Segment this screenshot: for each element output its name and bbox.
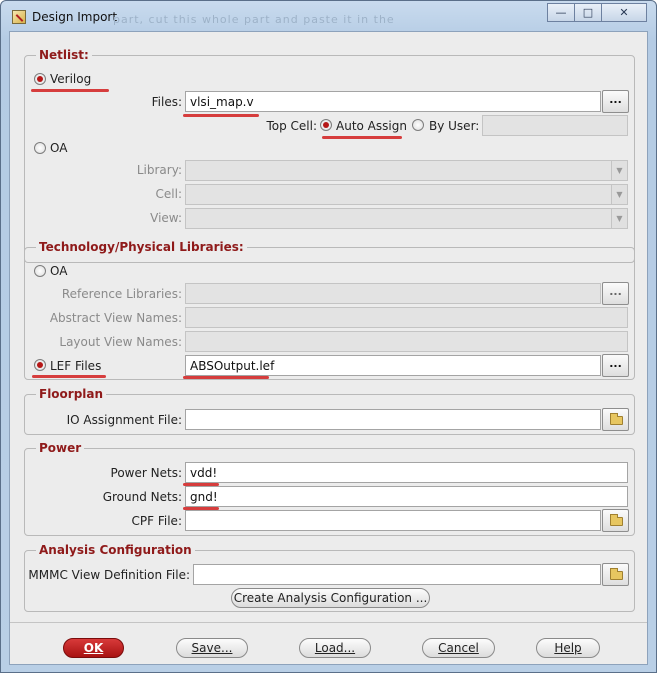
- folder-icon: [610, 571, 623, 580]
- analysis-title: Analysis Configuration: [36, 543, 195, 557]
- cpf-file-field[interactable]: [185, 510, 601, 531]
- load-button-label: Load...: [314, 641, 356, 655]
- annotation-mark: [183, 114, 259, 117]
- help-button[interactable]: [536, 638, 600, 658]
- lef-files-field[interactable]: ABSOutput.lef: [185, 355, 601, 376]
- annotation-mark: [322, 136, 402, 139]
- top-cell-label: Top Cell:: [266, 119, 317, 133]
- tech-oa-label: OA: [50, 264, 68, 278]
- abstract-view-names-field[interactable]: [185, 307, 628, 328]
- cell-label: Cell:: [155, 187, 182, 201]
- files-label: Files:: [151, 95, 182, 109]
- technology-title: Technology/Physical Libraries:: [36, 240, 247, 254]
- floorplan-title: Floorplan: [36, 387, 106, 401]
- title-bar[interactable]: [1, 1, 656, 31]
- power-title: Power: [36, 441, 84, 455]
- auto-assign-label: Auto Assign: [336, 119, 407, 133]
- background-ghost-text: part, cut this whole part and paste it in the: [113, 13, 395, 26]
- ground-nets-label: Ground Nets:: [102, 490, 182, 504]
- chevron-down-icon: ▼: [611, 209, 627, 228]
- by-user-radio[interactable]: [412, 119, 424, 131]
- netlist-frame: [24, 55, 635, 263]
- reference-libraries-field[interactable]: [185, 283, 601, 304]
- cell-select[interactable]: [185, 184, 628, 205]
- ok-button[interactable]: [63, 638, 124, 658]
- by-user-field[interactable]: [482, 115, 628, 136]
- auto-assign-radio[interactable]: [320, 119, 332, 131]
- mmmc-view-definition-label: MMMC View Definition File:: [28, 568, 190, 582]
- close-icon[interactable]: ✕: [601, 3, 647, 22]
- view-select[interactable]: [185, 208, 628, 229]
- library-label: Library:: [136, 163, 182, 177]
- chevron-down-icon: ▼: [611, 185, 627, 204]
- files-field[interactable]: vlsi_map.v: [185, 91, 601, 112]
- io-assignment-field[interactable]: [185, 409, 601, 430]
- annotation-mark: [183, 376, 269, 379]
- annotation-mark: [32, 375, 106, 378]
- maximize-icon[interactable]: □: [574, 3, 602, 22]
- ground-nets-field[interactable]: gnd!: [185, 486, 628, 507]
- library-select[interactable]: [185, 160, 628, 181]
- io-assignment-browse-button[interactable]: [602, 408, 629, 431]
- netlist-oa-label: OA: [50, 141, 68, 155]
- help-button-label: Help: [554, 641, 582, 655]
- load-button[interactable]: [299, 638, 371, 658]
- window-title: Design Import: [32, 10, 118, 24]
- reference-libraries-label: Reference Libraries:: [61, 287, 182, 301]
- divider: [10, 622, 647, 623]
- ok-button-label: OK: [83, 641, 104, 655]
- mmmc-view-definition-field[interactable]: [193, 564, 601, 585]
- save-button-label: Save...: [191, 641, 233, 655]
- power-nets-field[interactable]: vdd!: [185, 462, 628, 483]
- folder-icon: [610, 517, 623, 526]
- lef-files-label: LEF Files: [50, 359, 102, 373]
- annotation-mark: [31, 89, 109, 92]
- save-button[interactable]: [176, 638, 248, 658]
- by-user-label: By User:: [429, 119, 480, 133]
- verilog-radio[interactable]: [34, 73, 46, 85]
- chevron-down-icon: ▼: [611, 161, 627, 180]
- folder-icon: [610, 416, 623, 425]
- layout-view-names-label: Layout View Names:: [59, 335, 182, 349]
- io-assignment-label: IO Assignment File:: [66, 413, 182, 427]
- lef-files-radio[interactable]: [34, 359, 46, 371]
- cancel-button-label: Cancel: [438, 641, 479, 655]
- power-nets-label: Power Nets:: [110, 466, 182, 480]
- cancel-button[interactable]: [422, 638, 495, 658]
- create-analysis-configuration-button[interactable]: Create Analysis Configuration ...: [231, 588, 430, 608]
- tech-oa-radio[interactable]: [34, 265, 46, 277]
- abstract-view-names-label: Abstract View Names:: [49, 311, 182, 325]
- app-icon: [12, 10, 26, 24]
- lef-files-browse-button[interactable]: ...: [602, 354, 629, 377]
- mmmc-browse-button[interactable]: [602, 563, 629, 586]
- dialog-body: [9, 31, 648, 665]
- layout-view-names-field[interactable]: [185, 331, 628, 352]
- reference-libraries-browse-button[interactable]: ...: [602, 282, 629, 305]
- files-browse-button[interactable]: ...: [602, 90, 629, 113]
- verilog-label: Verilog: [50, 72, 92, 86]
- netlist-oa-radio[interactable]: [34, 142, 46, 154]
- cpf-file-browse-button[interactable]: [602, 509, 629, 532]
- view-label: View:: [150, 211, 182, 225]
- minimize-icon[interactable]: —: [547, 3, 575, 22]
- netlist-title: Netlist:: [36, 48, 92, 62]
- cpf-file-label: CPF File:: [131, 514, 182, 528]
